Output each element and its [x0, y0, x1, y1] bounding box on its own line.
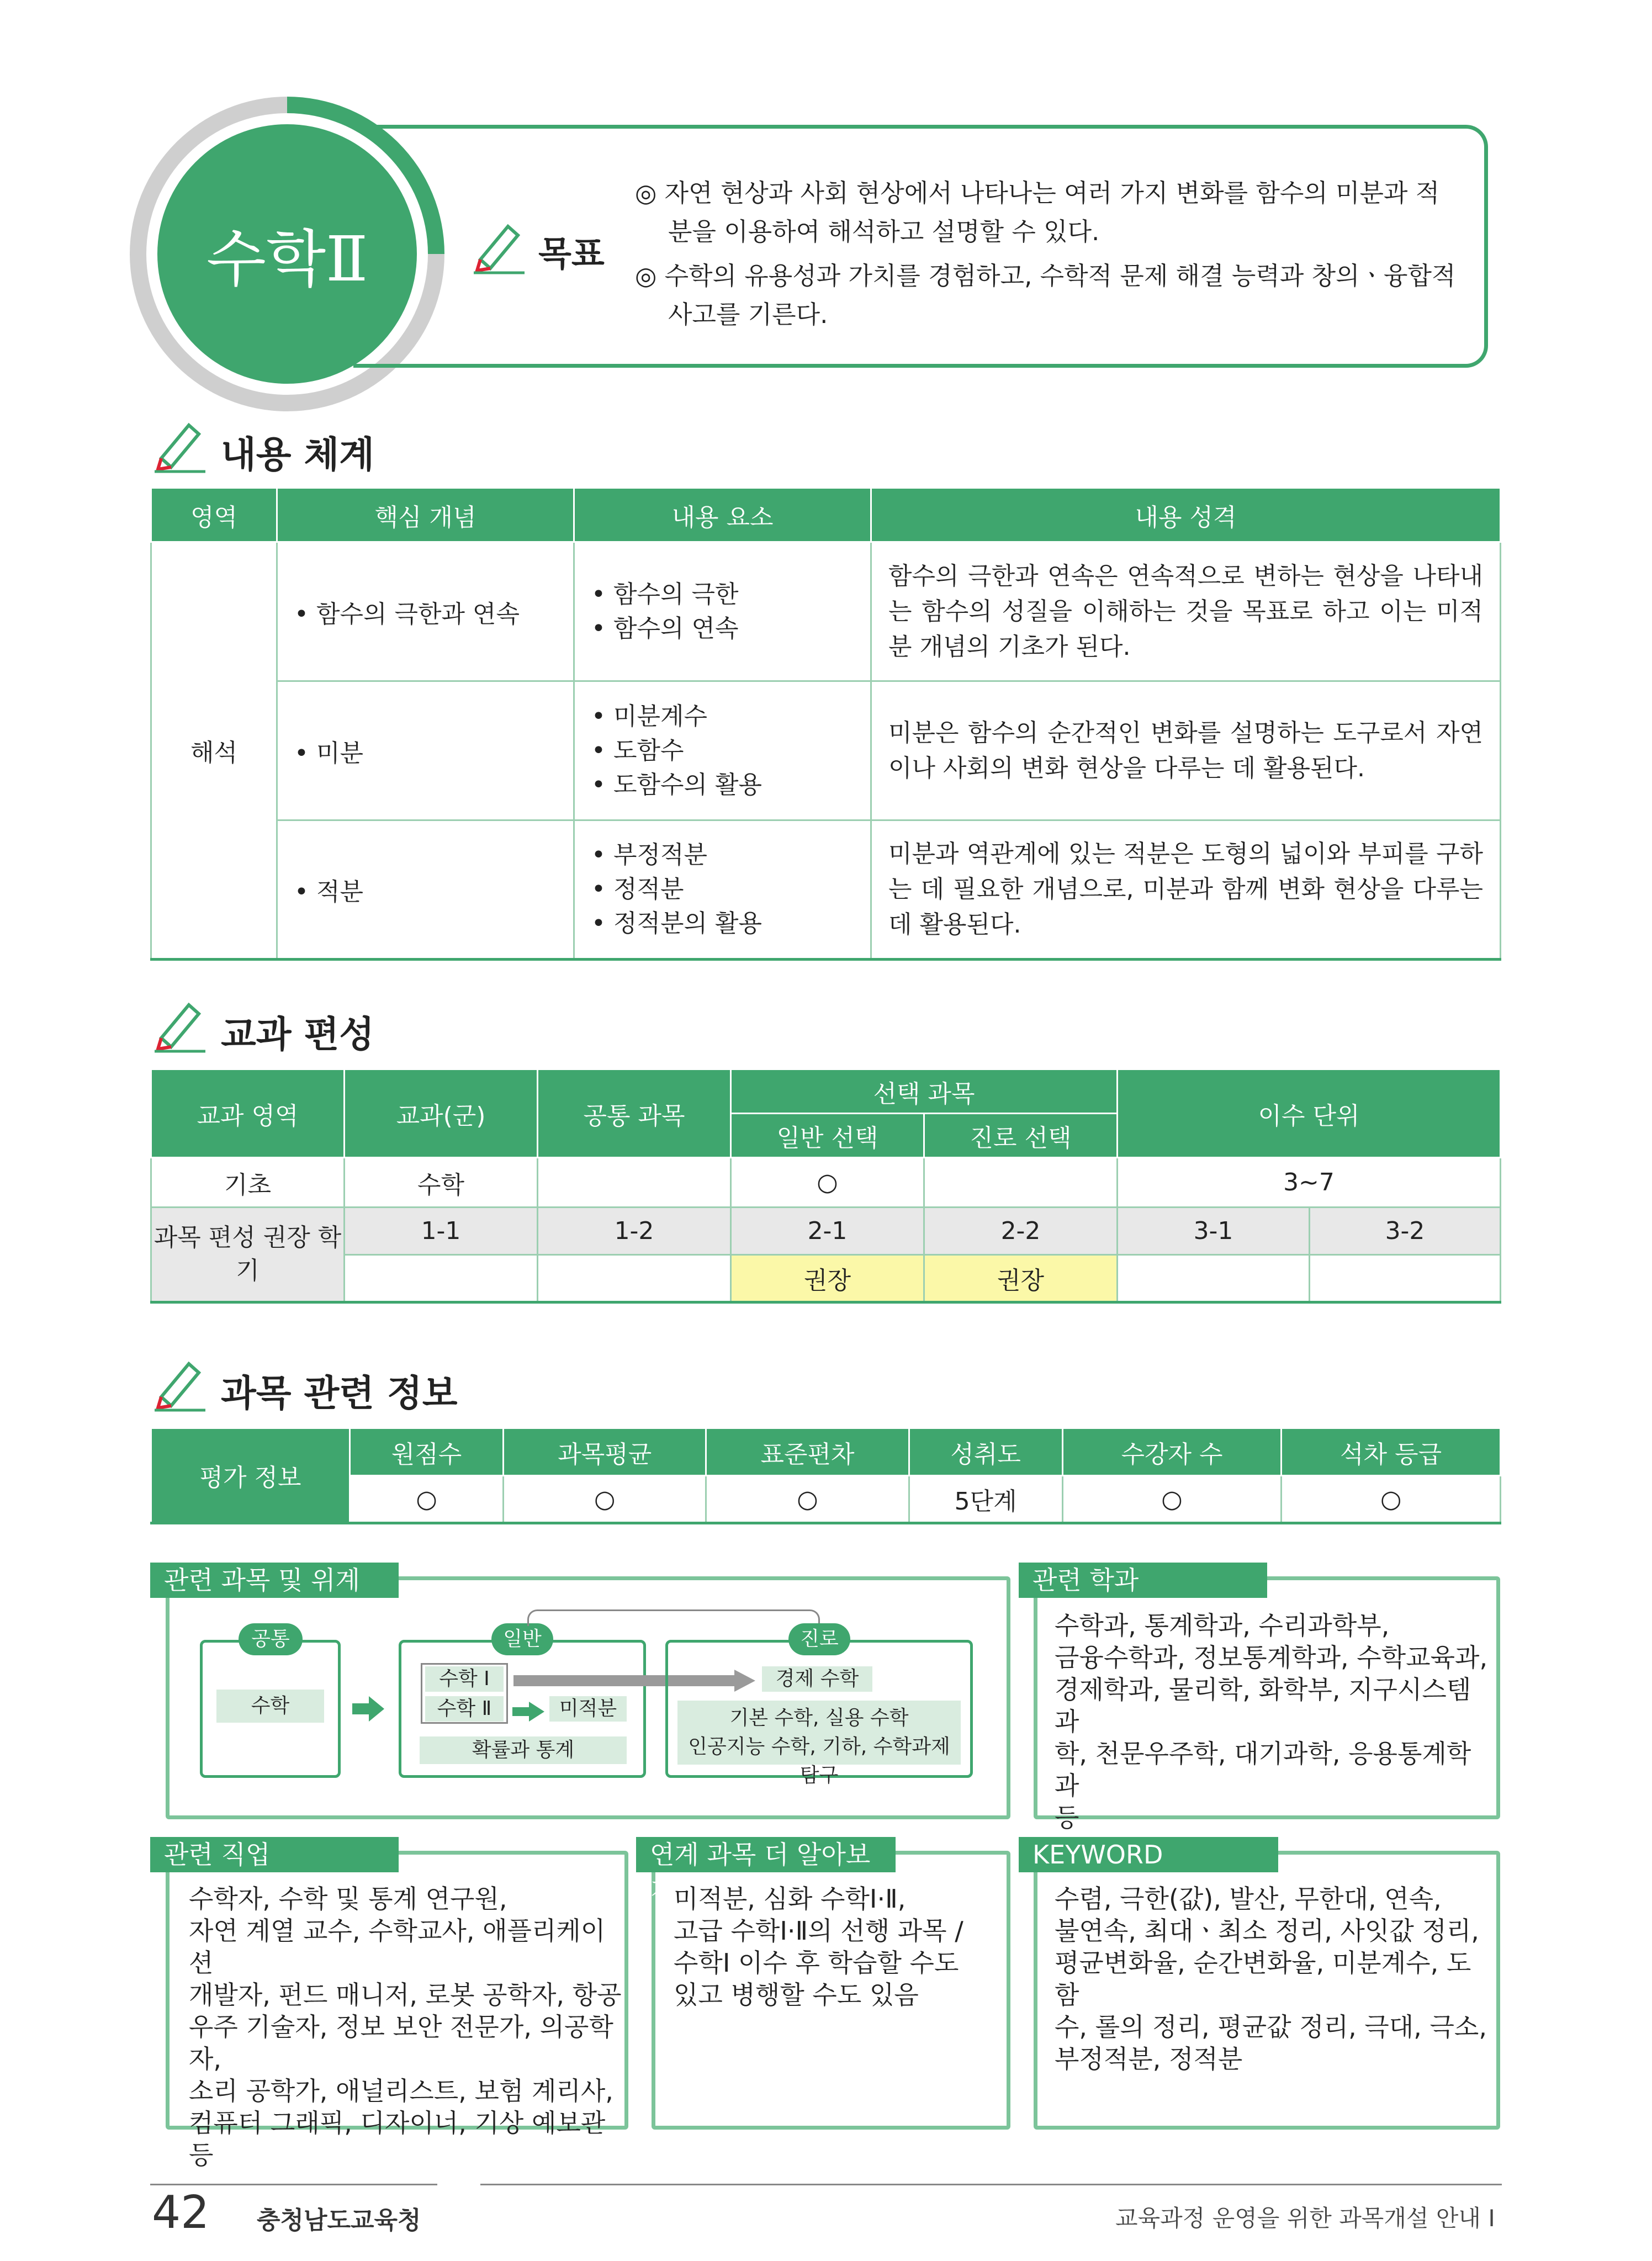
related-subjects-tag: 관련 과목 및 위계: [150, 1563, 399, 1598]
goal-label: 목표: [538, 234, 605, 274]
desc-cell: 미분과 역관계에 있는 적분은 도형의 넓이와 부피를 구하는 데 필요한 개념으로, 미분과 함께 변화 현상을 다루는 데 활용된다.: [871, 820, 1501, 960]
section-title-curriculum: 교과 편성: [221, 1013, 375, 1056]
text-line: 우주 기술자, 정보 보안 전문가, 의공학자,: [189, 2012, 613, 2074]
recommend-cell: [1118, 1255, 1310, 1302]
goal-line: ◎ 자연 현상과 사회 현상에서 나타나는 여러 가지 변화를 함수의 미분과 적분을 이용하여 해석하고 설명할 수 있다.: [635, 178, 1440, 246]
career-label: 진로: [788, 1623, 850, 1655]
curriculum-table: [150, 1068, 1501, 1304]
pencil-icon: [150, 414, 211, 475]
table-header: 교과(군): [345, 1069, 538, 1158]
table-header: 내용 성격: [871, 488, 1501, 542]
career-item: 기본 수학, 실용 수학: [729, 1707, 909, 1729]
footer-rule: [480, 2184, 1502, 2185]
table-header: 석차 등급: [1282, 1428, 1501, 1476]
career-item: 경제 수학: [762, 1666, 872, 1692]
table-header: 내용 요소: [574, 488, 871, 542]
linked-subjects-text: [674, 1883, 1005, 2011]
semester-cell: 1-2: [538, 1208, 731, 1255]
table-header: 진로 선택: [924, 1114, 1118, 1158]
recommend-cell: [345, 1255, 538, 1302]
linked-subjects-tag: 연계 과목 더 알아보기: [636, 1837, 896, 1872]
list-item: • 함수의 극한: [591, 580, 739, 608]
pencil-icon: [469, 215, 530, 276]
desc-cell: 함수의 극한과 연속은 연속적으로 변하는 현상을 나타내는 함수의 성질을 이해하는 것을 목표로 하고 이는 미적분 개념의 기초가 된다.: [871, 542, 1501, 681]
table-header: 공통 과목: [538, 1069, 731, 1158]
list-item: • 함수의 연속: [591, 614, 739, 643]
general-item: 미적분: [549, 1696, 627, 1722]
area-cell: 해석: [151, 542, 277, 960]
semester-cell: 2-1: [731, 1208, 924, 1255]
text-line: 수학Ⅰ 이수 후 학습할 수도: [674, 1948, 959, 1978]
table-cell: ○: [731, 1158, 924, 1208]
text-line: 학, 천문우주학, 대기과학, 응용통계학과: [1055, 1739, 1471, 1801]
eval-label: 평가 정보: [151, 1428, 350, 1523]
table-cell: ○: [1062, 1476, 1282, 1523]
semester-cell: 3-2: [1310, 1208, 1501, 1255]
page-number: 42: [152, 2186, 210, 2239]
career-list: [677, 1701, 961, 1787]
elements-cell: [574, 681, 871, 820]
table-header: 이수 단위: [1118, 1069, 1501, 1158]
table-header: 영역: [151, 488, 277, 542]
section-title-content: 내용 체계: [221, 433, 375, 476]
list-item: • 도함수: [591, 736, 684, 765]
list-item: • 정적분: [591, 875, 684, 903]
related-depts-text: [1055, 1609, 1491, 1834]
table-header: 일반 선택: [731, 1114, 924, 1158]
table-cell: [924, 1158, 1118, 1208]
content-system-table: [150, 487, 1501, 961]
table-cell: [538, 1158, 731, 1208]
related-jobs-text: [189, 1883, 625, 2171]
list-item: • 정적분의 활용: [591, 909, 762, 938]
text-line: 고급 수학Ⅰ·Ⅱ의 선행 과목 /: [674, 1916, 963, 1946]
list-item: • 도함수의 활용: [591, 770, 762, 799]
common-item: 수학: [216, 1690, 324, 1723]
arrow-right-icon: [352, 1695, 385, 1725]
pencil-icon: [150, 994, 211, 1055]
table-header: 교과 영역: [151, 1069, 345, 1158]
text-line: 부정적분, 정적분: [1055, 2044, 1243, 2074]
text-line: 있고 병행할 수도 있음: [674, 1980, 919, 2010]
arrow-right-icon: [512, 1701, 546, 1725]
common-label: 공통: [239, 1623, 303, 1655]
general-item: 확률과 통계: [420, 1736, 627, 1764]
recommend-cell: [1310, 1255, 1501, 1302]
table-header: 핵심 개념: [277, 488, 574, 542]
recommend-cell: 권장: [731, 1255, 924, 1302]
recommend-cell: [538, 1255, 731, 1302]
footer-rule: [150, 2184, 437, 2185]
text-line: 수, 롤의 정리, 평균값 정리, 극대, 극소,: [1055, 2012, 1487, 2042]
table-cell: 수학: [345, 1158, 538, 1208]
table-header: 선택 과목: [731, 1069, 1118, 1114]
career-item: 인공지능 수학, 기하, 수학과제 탐구: [688, 1735, 950, 1787]
general-item: 수학 Ⅰ: [425, 1666, 504, 1692]
text-line: 컴퓨터 그래픽, 디자이너, 기상 예보관 등: [189, 2108, 606, 2170]
text-line: 금융수학과, 정보통계학과, 수학교육과,: [1055, 1643, 1488, 1672]
concept-cell: • 적분: [277, 820, 574, 960]
eval-table: [150, 1427, 1501, 1524]
desc-cell: 미분은 함수의 순간적인 변화를 설명하는 도구로서 자연이나 사회의 변화 현상을 다루는 데 활용된다.: [871, 681, 1501, 820]
text-line: 소리 공학가, 애널리스트, 보험 계리사,: [189, 2076, 613, 2106]
text-line: 수학자, 수학 및 통계 연구원,: [189, 1884, 507, 1914]
goal-list: [635, 174, 1463, 340]
text-line: 경제학과, 물리학, 화학부, 지구시스템과: [1055, 1675, 1471, 1736]
section-title-info: 과목 관련 정보: [221, 1372, 458, 1415]
text-line: 평균변화율, 순간변화율, 미분계수, 도함: [1055, 1948, 1471, 2010]
elements-cell: [574, 542, 871, 681]
list-item: • 부정적분: [591, 841, 707, 869]
table-cell: 5단계: [909, 1476, 1062, 1523]
table-header: 수강자 수: [1062, 1428, 1282, 1476]
subject-title: 수학Ⅱ: [157, 124, 417, 384]
recommend-cell: 권장: [924, 1255, 1118, 1302]
semester-cell: 1-1: [345, 1208, 538, 1255]
semester-cell: 3-1: [1118, 1208, 1310, 1255]
general-label: 일반: [491, 1623, 553, 1655]
related-jobs-tag: 관련 직업: [150, 1837, 399, 1872]
table-cell: 3~7: [1118, 1158, 1501, 1208]
elements-cell: [574, 820, 871, 960]
concept-cell: • 함수의 극한과 연속: [277, 542, 574, 681]
table-header: 원점수: [350, 1428, 504, 1476]
semester-cell: 2-2: [924, 1208, 1118, 1255]
keyword-text: [1055, 1883, 1491, 2075]
text-line: 개발자, 펀드 매니저, 로봇 공학자, 항공: [189, 1980, 622, 2010]
general-item: 수학 Ⅱ: [425, 1696, 504, 1722]
text-line: 미적분, 심화 수학Ⅰ·Ⅱ,: [674, 1884, 906, 1914]
text-line: 불연속, 최대ㆍ최소 정리, 사잇값 정리,: [1055, 1916, 1479, 1946]
text-line: 자연 계열 교수, 수학교사, 애플리케이션: [189, 1916, 606, 1978]
table-cell: ○: [350, 1476, 504, 1523]
table-header: 과목평균: [504, 1428, 706, 1476]
table-header: 표준편차: [706, 1428, 909, 1476]
keyword-tag: KEYWORD: [1019, 1837, 1278, 1872]
text-line: 등: [1055, 1803, 1079, 1833]
table-cell: ○: [706, 1476, 909, 1523]
table-header: 성취도: [909, 1428, 1062, 1476]
pencil-icon: [150, 1353, 211, 1413]
related-depts-tag: 관련 학과: [1019, 1563, 1267, 1598]
goal-line: ◎ 수학의 유용성과 가치를 경험하고, 수학적 문제 해결 능력과 창의ㆍ융합적 사고를 기른다.: [635, 261, 1456, 329]
concept-cell: • 미분: [277, 681, 574, 820]
list-item: • 미분계수: [591, 702, 707, 730]
table-cell: ○: [504, 1476, 706, 1523]
footer-guide: 교육과정 운영을 위한 과목개설 안내 Ⅰ: [1115, 2205, 1495, 2232]
table-cell: 기초: [151, 1158, 345, 1208]
footer-org: 충청남도교육청: [257, 2206, 421, 2234]
semester-label: 과목 편성 권장 학기: [151, 1208, 345, 1302]
text-line: 수렴, 극한(값), 발산, 무한대, 연속,: [1055, 1884, 1442, 1914]
text-line: 수학과, 통계학과, 수리과학부,: [1055, 1611, 1390, 1640]
connector-line: [527, 1609, 820, 1626]
table-cell: ○: [1282, 1476, 1501, 1523]
